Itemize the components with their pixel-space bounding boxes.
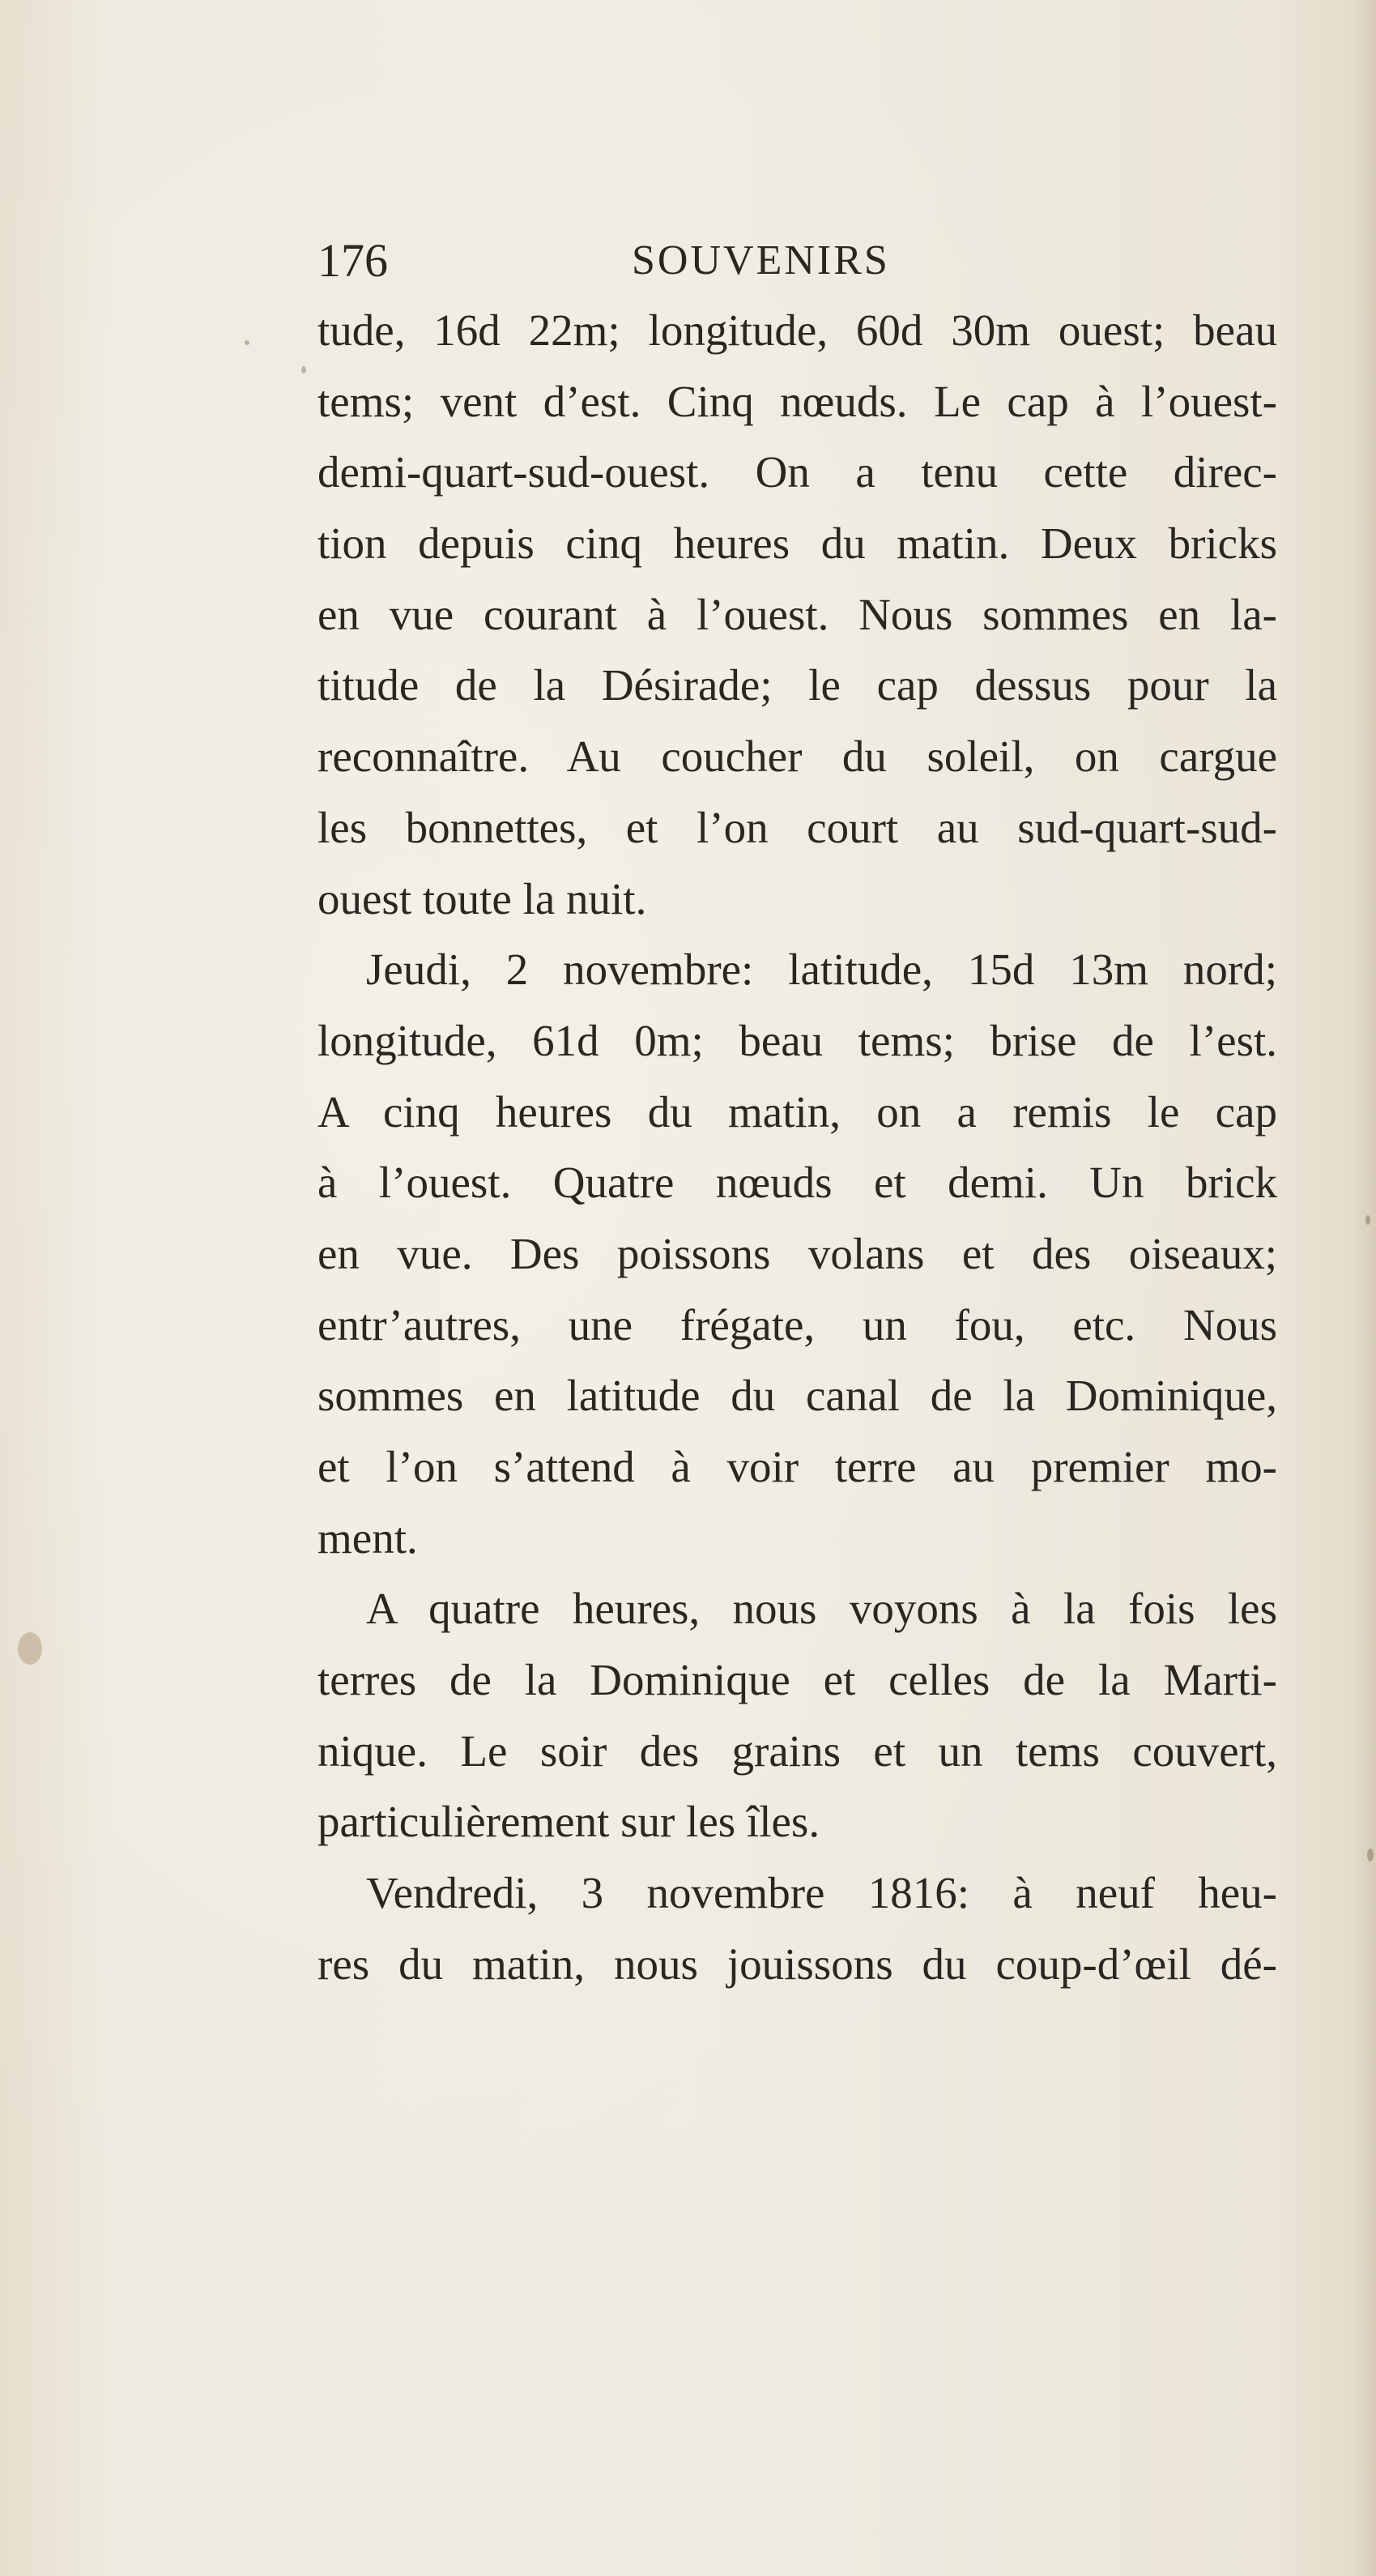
text-line: en vue. Des poissons volans et des oiseaux; [317,1228,1277,1278]
page-header [317,228,1289,293]
paper-speck [301,366,306,373]
text-line: à l’ouest. Quatre nœuds et demi. Un brick [317,1158,1277,1208]
text-line: res du matin, nous jouissons du coup-d’œil dé- [317,1938,1277,1989]
text-line: tion depuis cinq heures du matin. Deux bricks [317,518,1277,569]
text-line: Vendredi, 3 novembre 1816: à neuf heu- [366,1868,1277,1918]
page-number: 176 [317,234,388,287]
page-edge-shadow [1352,0,1376,2576]
text-line: en vue courant à l’ouest. Nous sommes en la- [317,589,1277,639]
text-line: tems; vent d’est. Cinq nœuds. Le cap à l’ouest- [317,376,1277,426]
text-line: particulièrement sur les îles. [317,1797,820,1847]
body-text [317,295,1277,2000]
text-line: nique. Le soir des grains et un tems couvert, [317,1725,1277,1776]
text-line: demi-quart-sud-ouest. On a tenu cette direc- [317,447,1277,497]
text-line: Jeudi, 2 novembre: latitude, 15d 13m nord; [366,945,1277,995]
text-line: reconnaître. Au coucher du soleil, on cargue [317,731,1277,782]
text-line: longitude, 61d 0m; beau tems; brise de l’est. [317,1015,1277,1065]
paragraph [317,1573,1277,1857]
text-line: titude de la Désirade; le cap dessus pour la [317,660,1277,710]
text-line: entr’autres, une frégate, un fou, etc. Nous [317,1299,1277,1350]
running-title: SOUVENIRS [632,237,890,284]
text-line: sommes en latitude du canal de la Dominique, [317,1371,1277,1421]
text-line: ouest toute la nuit. [317,873,647,923]
paragraph [317,1857,1277,1999]
paper-speck [18,1632,42,1665]
text-line: terres de la Dominique et celles de la Marti- [317,1655,1277,1705]
text-line: les bonnettes, et l’on court au sud-quart-sud- [317,802,1277,852]
text-line: A cinq heures du matin, on a remis le cap [317,1086,1277,1137]
paragraph [317,934,1277,1573]
paper-speck [1367,1849,1374,1862]
text-line: A quatre heures, nous voyons à la fois les [366,1584,1277,1634]
paragraph [317,295,1277,934]
paper-speck [245,340,249,345]
paper-speck [1365,1215,1370,1225]
text-line: et l’on s’attend à voir terre au premier mo- [317,1442,1277,1491]
text-line: tude, 16d 22m; longitude, 60d 30m ouest; beau [317,305,1277,355]
text-line: ment. [317,1512,418,1563]
